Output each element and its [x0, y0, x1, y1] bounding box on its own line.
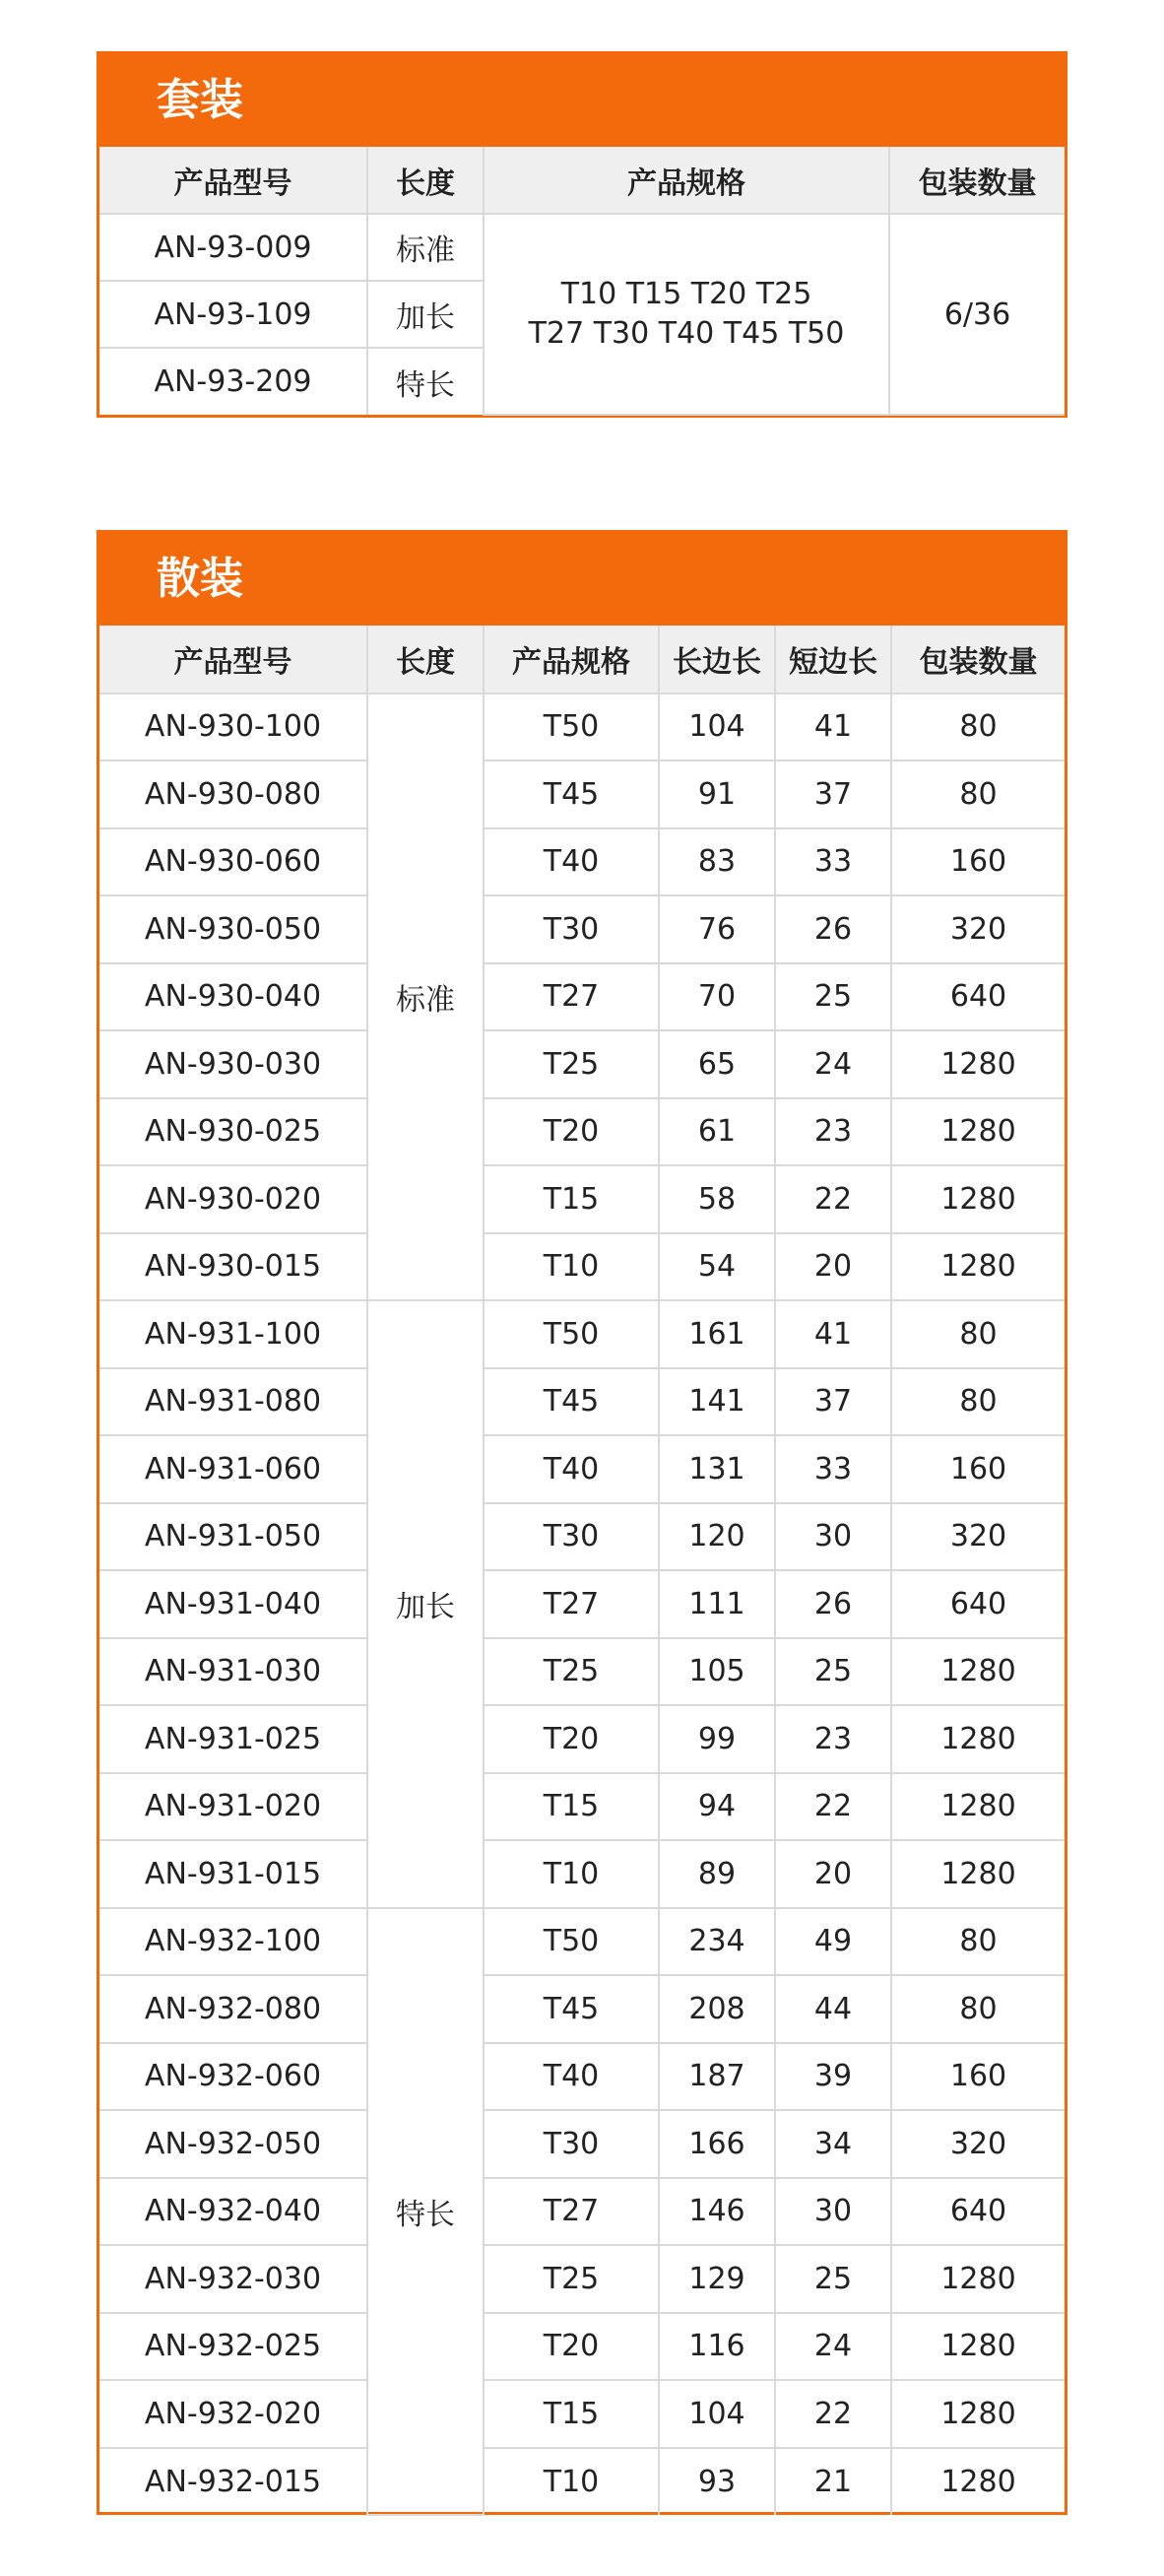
cell-qty: 80	[891, 1975, 1065, 2043]
cell-long-side: 120	[659, 1503, 775, 1571]
cell-long-side: 166	[659, 2110, 775, 2178]
set-table	[99, 147, 1065, 416]
header-length: 长度	[367, 147, 484, 214]
cell-model: AN-932-020	[99, 2380, 367, 2448]
cell-short-side: 23	[775, 1098, 891, 1166]
cell-short-side: 37	[775, 1368, 891, 1436]
cell-qty: 640	[891, 1570, 1065, 1638]
cell-model: AN-930-100	[99, 694, 367, 761]
cell-short-side: 26	[775, 1570, 891, 1638]
cell-qty: 80	[891, 694, 1065, 761]
cell-spec: T25	[484, 1638, 659, 1706]
cell-short-side: 22	[775, 2380, 891, 2448]
cell-qty: 160	[891, 2043, 1065, 2111]
cell-qty: 80	[891, 1368, 1065, 1436]
cell-model: AN-932-060	[99, 2043, 367, 2111]
cell-long-side: 146	[659, 2178, 775, 2246]
table-row	[99, 1975, 1065, 2043]
header-spec: 产品规格	[484, 147, 889, 214]
cell-spec: T40	[484, 1435, 659, 1503]
cell-qty: 1280	[891, 1638, 1065, 1706]
cell-short-side: 30	[775, 2178, 891, 2246]
cell-model: AN-93-009	[99, 214, 367, 281]
cell-long-side: 89	[659, 1840, 775, 1908]
table-row	[99, 2178, 1065, 2246]
cell-short-side: 22	[775, 1165, 891, 1233]
cell-qty: 320	[891, 1503, 1065, 1571]
cell-model: AN-932-100	[99, 1908, 367, 1976]
cell-model: AN-932-050	[99, 2110, 367, 2178]
cell-qty: 1280	[891, 1233, 1065, 1301]
cell-spec: T30	[484, 2110, 659, 2178]
header-qty: 包装数量	[889, 147, 1065, 214]
cell-qty: 1280	[891, 1098, 1065, 1166]
cell-spec: T15	[484, 1773, 659, 1841]
cell-short-side: 33	[775, 1435, 891, 1503]
cell-spec: T50	[484, 694, 659, 761]
cell-long-side: 54	[659, 1233, 775, 1301]
cell-short-side: 22	[775, 1773, 891, 1841]
cell-short-side: 34	[775, 2110, 891, 2178]
cell-long-side: 58	[659, 1165, 775, 1233]
table-row	[99, 828, 1065, 896]
bulk-title: 散装	[99, 533, 1065, 626]
table-row	[99, 1840, 1065, 1908]
table-row	[99, 1233, 1065, 1301]
cell-long-side: 131	[659, 1435, 775, 1503]
cell-model: AN-93-109	[99, 281, 367, 348]
cell-qty: 1280	[891, 2380, 1065, 2448]
bulk-panel	[97, 530, 1067, 2515]
cell-model: AN-932-080	[99, 1975, 367, 2043]
cell-spec: T40	[484, 828, 659, 896]
cell-long-side: 65	[659, 1030, 775, 1098]
cell-spec: T40	[484, 2043, 659, 2111]
cell-length: 特长	[367, 1908, 484, 2516]
cell-model: AN-930-025	[99, 1098, 367, 1166]
cell-long-side: 99	[659, 1705, 775, 1773]
cell-short-side: 37	[775, 760, 891, 828]
cell-spec: T30	[484, 1503, 659, 1571]
cell-spec: T15	[484, 1165, 659, 1233]
cell-short-side: 30	[775, 1503, 891, 1571]
cell-spec: T20	[484, 2313, 659, 2381]
table-row	[99, 2448, 1065, 2516]
cell-long-side: 234	[659, 1908, 775, 1976]
cell-qty: 1280	[891, 1030, 1065, 1098]
cell-long-side: 93	[659, 2448, 775, 2516]
table-header-row	[99, 147, 1065, 214]
cell-model: AN-930-080	[99, 760, 367, 828]
table-row	[99, 1030, 1065, 1098]
spec-line-2: T27 T30 T40 T45 T50	[528, 316, 845, 351]
cell-qty: 640	[891, 2178, 1065, 2246]
cell-long-side: 91	[659, 760, 775, 828]
cell-spec: T15	[484, 2380, 659, 2448]
cell-short-side: 24	[775, 1030, 891, 1098]
cell-long-side: 111	[659, 1570, 775, 1638]
table-row	[99, 2380, 1065, 2448]
cell-model: AN-932-030	[99, 2245, 367, 2313]
cell-qty: 320	[891, 895, 1065, 963]
cell-spec: T50	[484, 1300, 659, 1368]
table-header-row	[99, 626, 1065, 694]
table-row	[99, 1503, 1065, 1571]
cell-spec: T20	[484, 1705, 659, 1773]
cell-short-side: 25	[775, 2245, 891, 2313]
cell-model: AN-931-020	[99, 1773, 367, 1841]
cell-spec: T10	[484, 2448, 659, 2516]
table-row	[99, 760, 1065, 828]
cell-long-side: 94	[659, 1773, 775, 1841]
table-row	[99, 1773, 1065, 1841]
cell-qty: 80	[891, 1908, 1065, 1976]
cell-spec: T10	[484, 1840, 659, 1908]
table-row	[99, 214, 1065, 281]
cell-model: AN-930-020	[99, 1165, 367, 1233]
bulk-table-body	[99, 694, 1065, 2516]
cell-short-side: 26	[775, 895, 891, 963]
cell-model: AN-930-030	[99, 1030, 367, 1098]
cell-model: AN-932-015	[99, 2448, 367, 2516]
cell-short-side: 23	[775, 1705, 891, 1773]
table-row	[99, 1300, 1065, 1368]
cell-spec: T10	[484, 1233, 659, 1301]
cell-length: 标准	[367, 694, 484, 1301]
table-row	[99, 1908, 1065, 1976]
cell-long-side: 208	[659, 1975, 775, 2043]
cell-spec: T45	[484, 1368, 659, 1436]
cell-long-side: 129	[659, 2245, 775, 2313]
cell-length: 加长	[367, 1300, 484, 1908]
cell-qty: 1280	[891, 2448, 1065, 2516]
cell-model: AN-93-209	[99, 348, 367, 415]
cell-model: AN-931-030	[99, 1638, 367, 1706]
cell-model: AN-930-060	[99, 828, 367, 896]
cell-model: AN-932-025	[99, 2313, 367, 2381]
table-row	[99, 2043, 1065, 2111]
cell-qty: 640	[891, 963, 1065, 1031]
cell-short-side: 20	[775, 1233, 891, 1301]
cell-short-side: 25	[775, 963, 891, 1031]
header-model: 产品型号	[99, 626, 367, 694]
cell-qty: 1280	[891, 1705, 1065, 1773]
cell-qty: 80	[891, 760, 1065, 828]
cell-spec	[484, 214, 889, 415]
set-panel	[97, 51, 1067, 418]
cell-qty: 320	[891, 2110, 1065, 2178]
table-row	[99, 1570, 1065, 1638]
cell-long-side: 141	[659, 1368, 775, 1436]
cell-spec: T27	[484, 1570, 659, 1638]
cell-qty: 1280	[891, 1165, 1065, 1233]
cell-qty: 160	[891, 1435, 1065, 1503]
cell-short-side: 44	[775, 1975, 891, 2043]
table-row	[99, 2313, 1065, 2381]
cell-model: AN-931-025	[99, 1705, 367, 1773]
header-spec: 产品规格	[484, 626, 659, 694]
cell-long-side: 61	[659, 1098, 775, 1166]
cell-spec: T45	[484, 760, 659, 828]
cell-spec: T45	[484, 1975, 659, 2043]
cell-long-side: 104	[659, 2380, 775, 2448]
table-row	[99, 1098, 1065, 1166]
set-title: 套装	[99, 54, 1065, 147]
spec-line-1: T10 T15 T20 T25	[560, 277, 812, 311]
cell-model: AN-931-060	[99, 1435, 367, 1503]
cell-long-side: 105	[659, 1638, 775, 1706]
header-long-side: 长边长	[659, 626, 775, 694]
table-row	[99, 1435, 1065, 1503]
header-short-side: 短边长	[775, 626, 891, 694]
cell-long-side: 187	[659, 2043, 775, 2111]
cell-qty: 1280	[891, 2245, 1065, 2313]
table-row	[99, 1638, 1065, 1706]
cell-long-side: 116	[659, 2313, 775, 2381]
table-row	[99, 1368, 1065, 1436]
table-row	[99, 895, 1065, 963]
cell-spec: T25	[484, 2245, 659, 2313]
cell-model: AN-931-040	[99, 1570, 367, 1638]
cell-spec: T30	[484, 895, 659, 963]
cell-short-side: 39	[775, 2043, 891, 2111]
cell-long-side: 83	[659, 828, 775, 896]
table-row	[99, 2245, 1065, 2313]
header-qty: 包装数量	[891, 626, 1065, 694]
table-row	[99, 1705, 1065, 1773]
cell-spec: T50	[484, 1908, 659, 1976]
cell-qty: 1280	[891, 1773, 1065, 1841]
cell-short-side: 25	[775, 1638, 891, 1706]
table-row	[99, 694, 1065, 761]
cell-length: 加长	[367, 281, 484, 348]
cell-qty: 1280	[891, 1840, 1065, 1908]
cell-qty: 80	[891, 1300, 1065, 1368]
bulk-table	[99, 626, 1065, 2516]
cell-model: AN-931-100	[99, 1300, 367, 1368]
cell-model: AN-931-080	[99, 1368, 367, 1436]
cell-model: AN-932-040	[99, 2178, 367, 2246]
cell-long-side: 161	[659, 1300, 775, 1368]
cell-length: 特长	[367, 348, 484, 415]
cell-spec: T27	[484, 963, 659, 1031]
cell-model: AN-930-050	[99, 895, 367, 963]
cell-long-side: 70	[659, 963, 775, 1031]
cell-spec: T20	[484, 1098, 659, 1166]
cell-model: AN-931-050	[99, 1503, 367, 1571]
cell-long-side: 104	[659, 694, 775, 761]
cell-spec: T27	[484, 2178, 659, 2246]
cell-short-side: 33	[775, 828, 891, 896]
header-model: 产品型号	[99, 147, 367, 214]
cell-short-side: 24	[775, 2313, 891, 2381]
cell-spec: T25	[484, 1030, 659, 1098]
cell-short-side: 49	[775, 1908, 891, 1976]
cell-qty: 1280	[891, 2313, 1065, 2381]
table-row	[99, 1165, 1065, 1233]
header-length: 长度	[367, 626, 484, 694]
cell-model: AN-930-015	[99, 1233, 367, 1301]
cell-length: 标准	[367, 214, 484, 281]
cell-qty: 160	[891, 828, 1065, 896]
cell-short-side: 21	[775, 2448, 891, 2516]
cell-short-side: 20	[775, 1840, 891, 1908]
table-row	[99, 963, 1065, 1031]
cell-model: AN-931-015	[99, 1840, 367, 1908]
cell-qty: 6/36	[889, 214, 1065, 415]
cell-short-side: 41	[775, 694, 891, 761]
cell-long-side: 76	[659, 895, 775, 963]
table-row	[99, 2110, 1065, 2178]
cell-model: AN-930-040	[99, 963, 367, 1031]
cell-short-side: 41	[775, 1300, 891, 1368]
